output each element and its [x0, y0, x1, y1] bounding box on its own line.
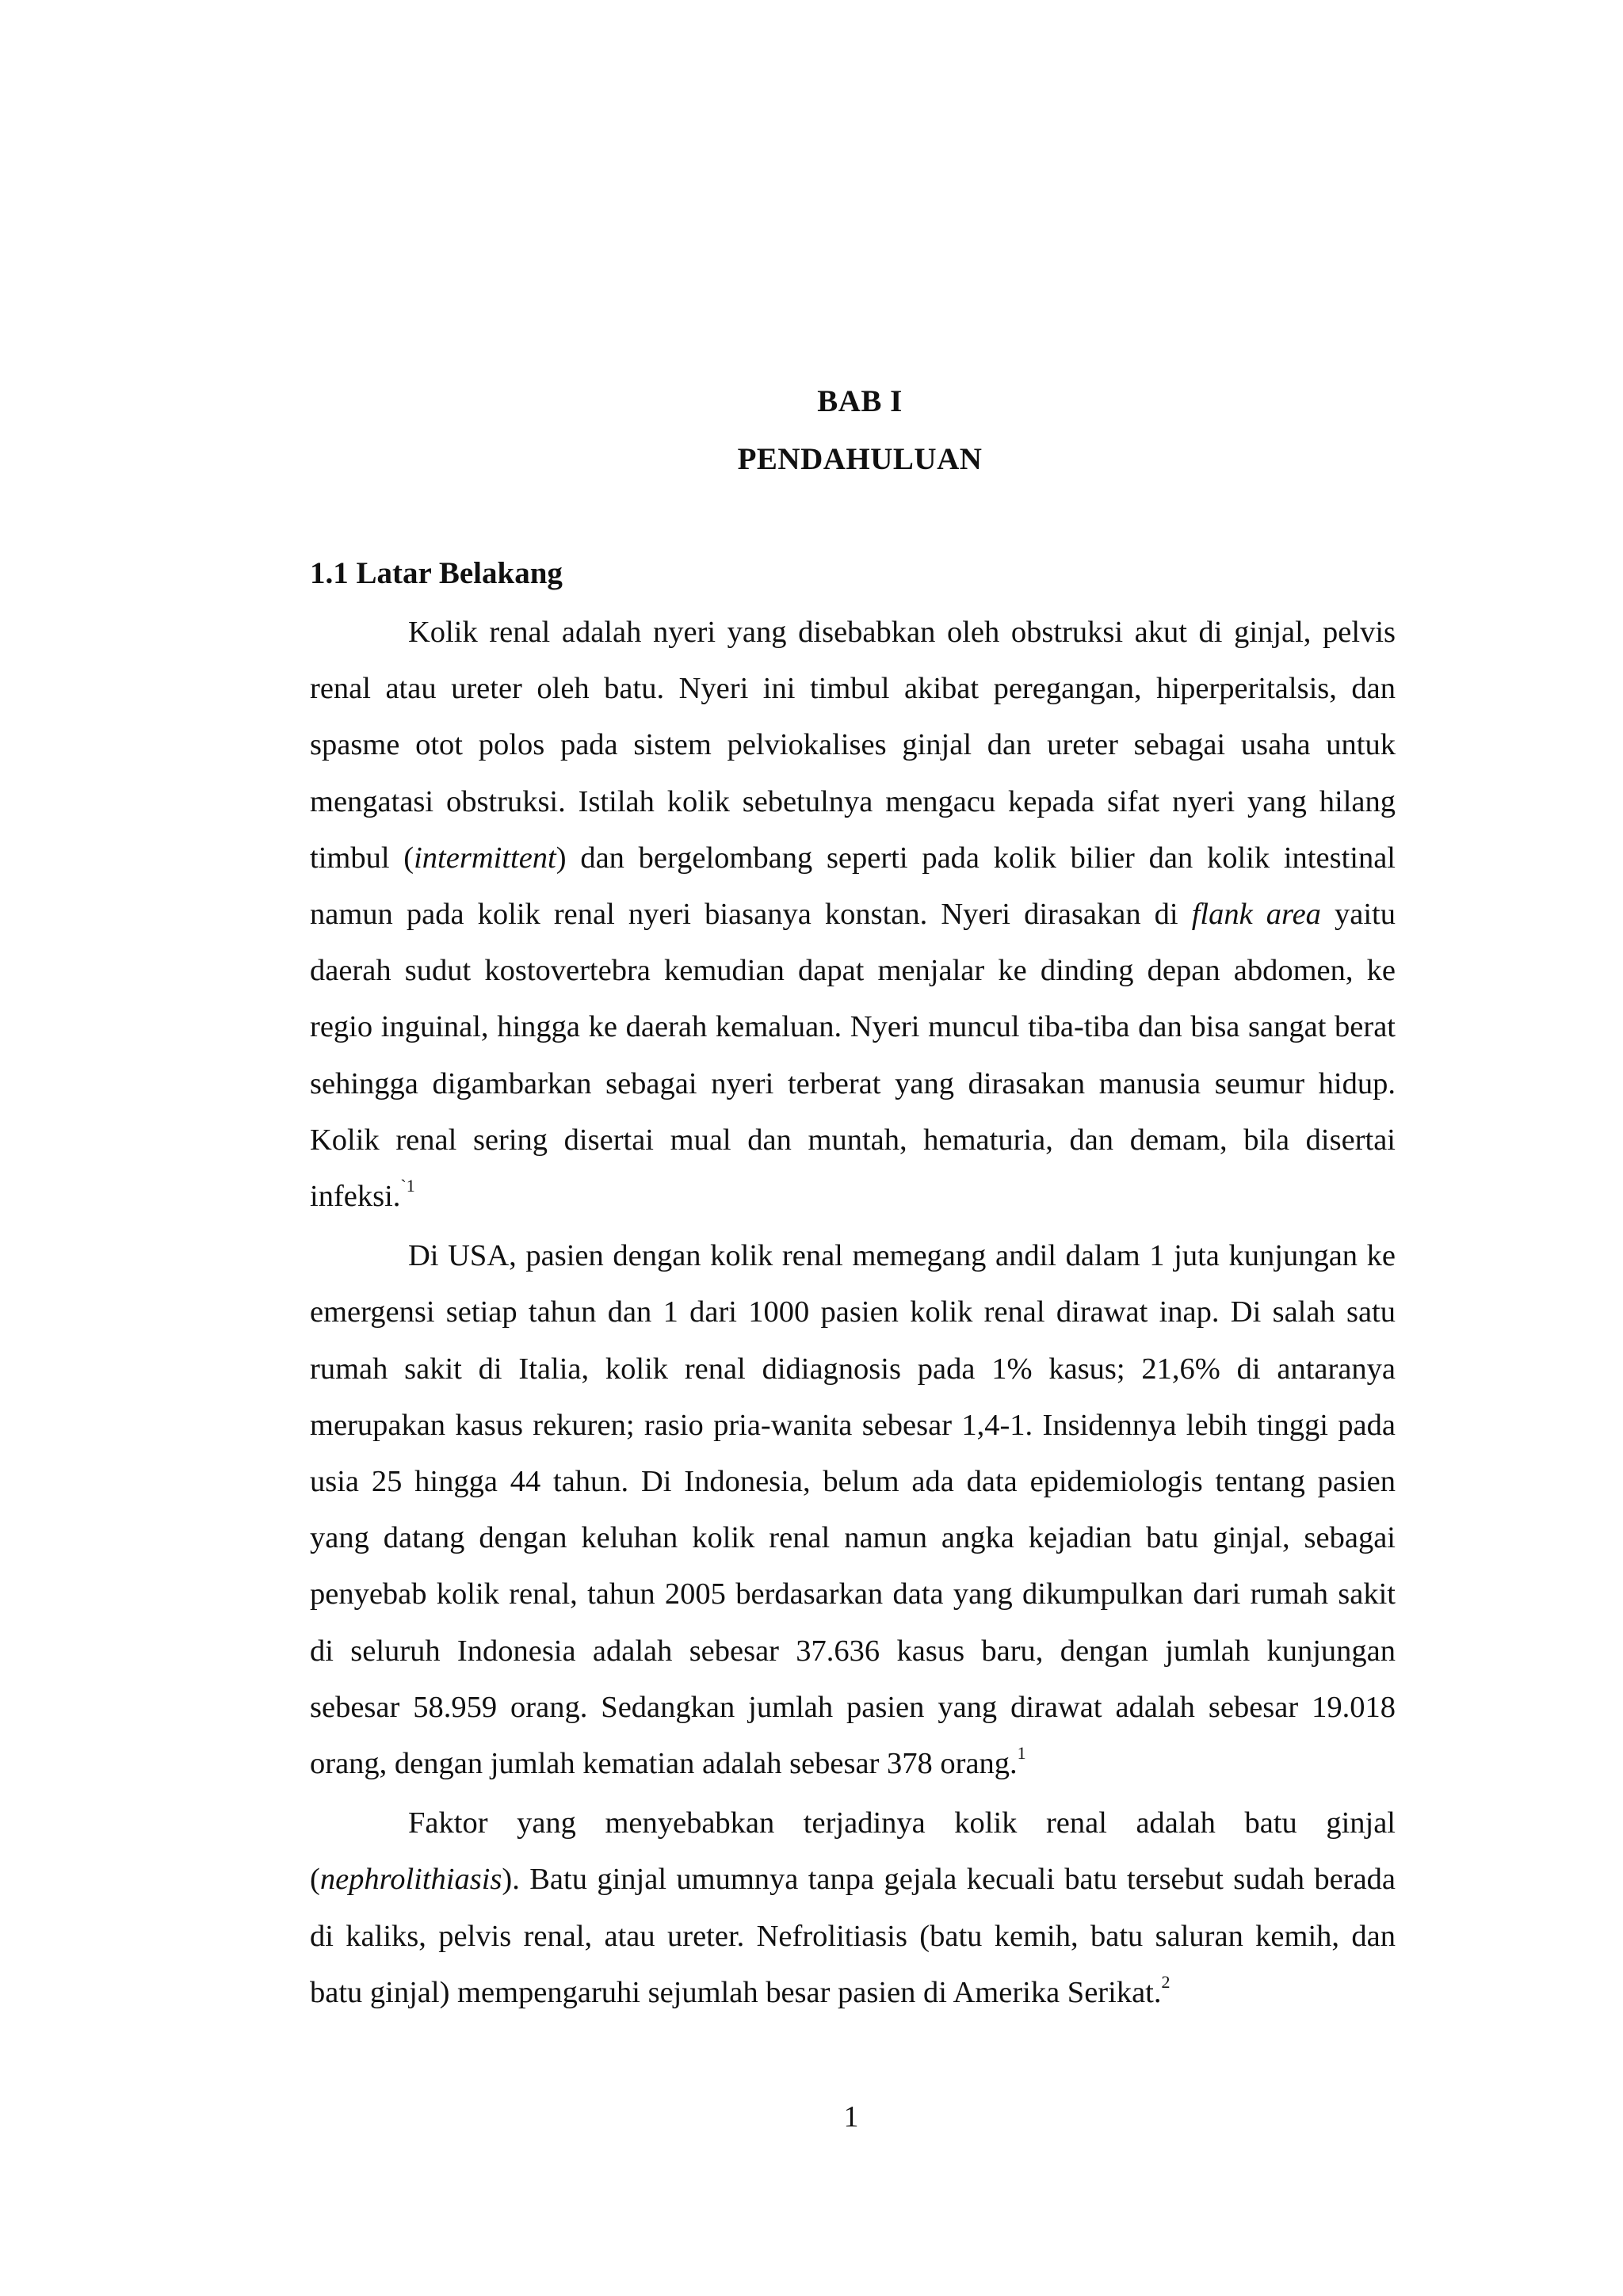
- paragraph-1-text-a: Kolik renal adalah nyeri yang disebabkan oleh obstruksi akut di ginjal, pelvis renal atau ureter oleh batu. Nyeri ini timbul akibat peregangan, hiperperitalsis, dan spasme otot polos pada sistem pelviokalises ginjal dan ureter sebagai usaha untuk mengatasi obstruksi. Istilah kolik sebetulnya mengacu kepada sifat nyeri yang hilang timbul (: [310, 616, 1396, 875]
- chapter-title: PENDAHULUAN: [737, 442, 983, 476]
- paragraph-3-text-a: Faktor yang menyebabkan terjadinya kolik renal adalah batu ginjal (: [310, 1806, 1396, 1897]
- paragraph-3-text-b: ). Batu ginjal umumnya tanpa gejala kecuali batu tersebut sudah berada di kaliks, pelvis renal, atau ureter. Nefrolitiasis (batu kemih, batu saluran kemih, dan batu ginjal) mempengaruhi sejumlah besar pasien di Amerika Serikat.: [310, 1863, 1396, 2009]
- paragraph-1: [310, 605, 1396, 1225]
- citation-ref-1: `1: [400, 1176, 415, 1196]
- body-text: [310, 605, 1396, 2021]
- italic-term-flank-area: flank area: [1191, 898, 1321, 932]
- citation-ref-3: 2: [1161, 1972, 1170, 1993]
- paragraph-2-text: Di USA, pasien dengan kolik renal memegang andil dalam 1 juta kunjungan ke emergensi setiap tahun dan 1 dari 1000 pasien kolik renal dirawat inap. Di salah satu rumah sakit di Italia, kolik renal didiagnosis pada 1% kasus; 21,6% di antaranya merupakan kasus rekuren; rasio pria-wanita sebesar 1,4-1. Insidennya lebih tinggi pada usia 25 hingga 44 tahun. Di Indonesia, belum ada data epidemiologis tentang pasien yang datang dengan keluhan kolik renal namun angka kejadian batu ginjal, sebagai penyebab kolik renal, tahun 2005 berdasarkan data yang dikumpulkan dari rumah sakit di seluruh Indonesia adalah sebesar 37.636 kasus baru, dengan jumlah kunjungan sebesar 58.959 orang. Sedangkan jumlah pasien yang dirawat adalah sebesar 19.018 orang, dengan jumlah kematian adalah sebesar 378 orang.: [310, 1239, 1396, 1781]
- paragraph-1-text-b: ) dan bergelombang seperti pada kolik bilier dan kolik intestinal namun pada kolik renal nyeri biasanya konstan. Nyeri dirasakan di: [310, 841, 1396, 932]
- citation-ref-2: 1: [1017, 1743, 1026, 1764]
- paragraph-1-text-c: yaitu daerah sudut kostovertebra kemudian dapat menjalar ke dinding depan abdomen, ke regio inguinal, hingga ke daerah kemaluan. Nyeri muncul tiba-tiba dan bisa sangat berat sehingga digambarkan sebagai nyeri terberat yang dirasakan manusia seumur hidup. Kolik renal sering disertai mual dan muntah, hematuria, dan demam, bila disertai infeksi.: [310, 898, 1396, 1214]
- page-number: 1: [843, 2100, 859, 2134]
- italic-term-intermittent: intermittent: [414, 841, 556, 875]
- section-heading: 1.1 Latar Belakang: [310, 556, 563, 590]
- italic-term-nephrolithiasis: nephrolithiasis: [319, 1863, 502, 1897]
- chapter-label: BAB I: [817, 384, 903, 418]
- paragraph-2: [310, 1228, 1396, 1792]
- paragraph-3: [310, 1795, 1396, 2021]
